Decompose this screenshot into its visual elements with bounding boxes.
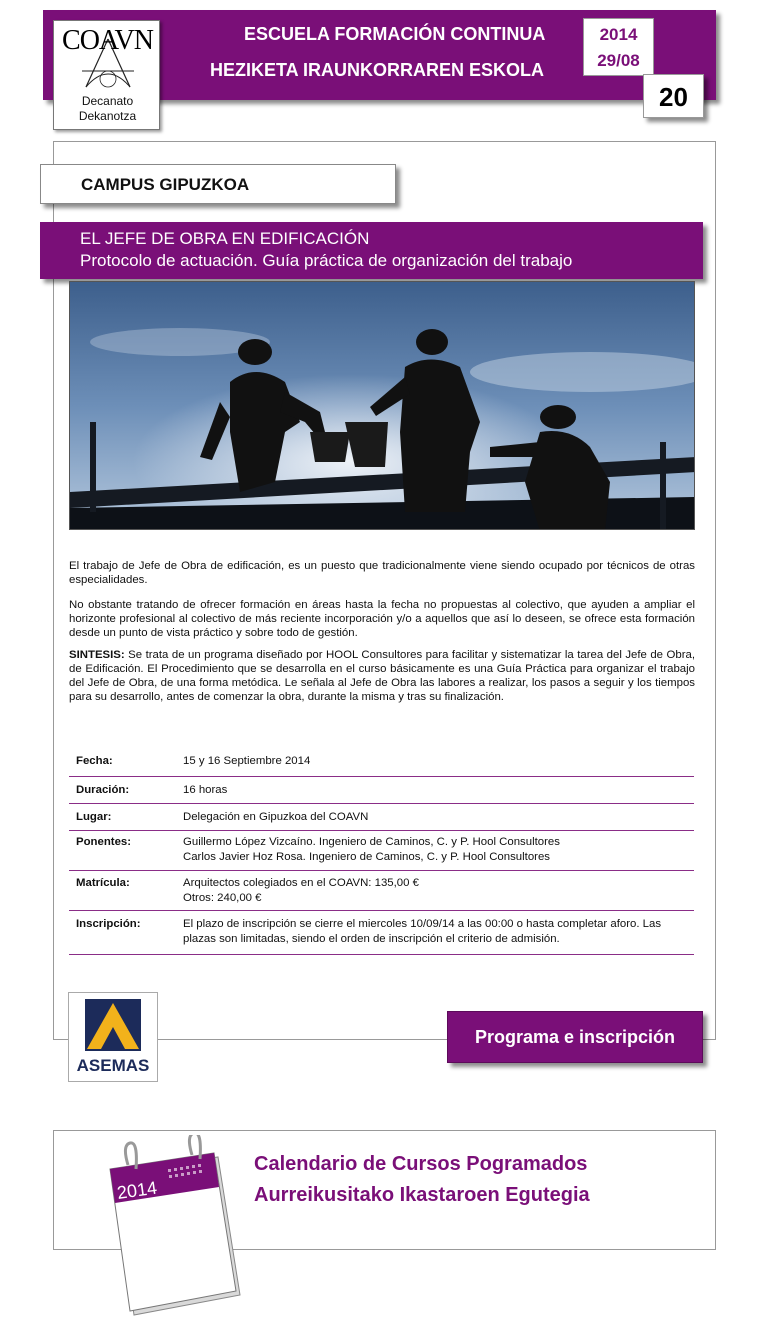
- issue-year: 2014: [599, 25, 638, 44]
- inscripcion-label: Inscripción:: [76, 918, 141, 930]
- school-title-es: ESCUELA FORMACIÓN CONTINUA: [244, 24, 546, 44]
- matricula-value: [177, 876, 694, 910]
- course-info-table: [69, 748, 694, 955]
- course-title: EL JEFE DE OBRA EN EDIFICACIÓN: [80, 229, 370, 248]
- lugar-value: Delegación en Gipuzkoa del COAVN: [183, 811, 369, 823]
- course-subtitle: Protocolo de actuación. Guía práctica de organización del trabajo: [80, 251, 573, 270]
- asemas-emblem-icon: [69, 997, 157, 1057]
- calendar-title-es: Calendario de Cursos Pogramados: [254, 1153, 588, 1175]
- asemas-name: ASEMAS: [76, 1056, 150, 1075]
- logo-subtitle: [54, 94, 161, 124]
- info-row-fecha: [69, 748, 694, 777]
- ponentes-value: [177, 835, 694, 870]
- program-registration-button[interactable]: Programa e inscripción: [447, 1011, 703, 1063]
- info-row-inscripcion: [69, 911, 694, 955]
- school-title-eu: HEZIKETA IRAUNKORRAREN ESKOLA: [210, 60, 545, 80]
- info-row-ponentes: [69, 831, 694, 871]
- issue-day: 29/08: [597, 51, 640, 70]
- fecha-label: Fecha:: [76, 755, 113, 767]
- info-row-matricula: [69, 871, 694, 911]
- fecha-value: 15 y 16 Septiembre 2014: [183, 755, 311, 767]
- ponente-2: Carlos Javier Hoz Rosa. Ingeniero de Caminos, C. y P. Hool Consultores: [183, 851, 550, 863]
- lugar-label: Lugar:: [76, 811, 112, 823]
- info-row-lugar: [69, 804, 694, 831]
- calendar-year: 2014: [115, 1177, 159, 1203]
- calendar-title-eu: Aurreikusitako Ikastaroen Egutegia: [254, 1184, 590, 1206]
- synthesis-text: Se trata de un programa diseñado por HOOL Consultores para facilitar y sistematizar la tarea del Jefe de Obra, de Edificación. El Procedimiento que se desarrolla en el curso básicamente es una Guía Práctica para organizar el trabajo del Jefe de Obra, de una forma metódica. Le señala al Jefe de Obra las labores a realizar, los pasos a seguir y los tiempos para su desarrollo, antes de comenzar la obra, durante la misma y tras su finalización.: [69, 649, 695, 703]
- issue-number: 20: [643, 74, 704, 118]
- logo-sub-es: Decanato: [81, 94, 134, 108]
- duracion-value: 16 horas: [183, 784, 228, 796]
- campus-label: CAMPUS GIPUZKOA: [81, 175, 250, 194]
- asemas-logo[interactable]: [68, 992, 158, 1082]
- coavn-logo[interactable]: [53, 20, 160, 130]
- inscripcion-value: El plazo de inscripción se cierre el miercoles 10/09/14 a las 00:00 o hasta completar aforo. Las plazas son limitadas, siendo el orden de inscripción el criterio de admisión.: [183, 918, 662, 945]
- intro-paragraph: El trabajo de Jefe de Obra de edificación, es un puesto que tradicionalmente viene siendo ocupado por técnicos de otras especialidades.: [69, 560, 695, 586]
- matricula-otros: Otros: 240,00 €: [183, 892, 262, 904]
- synthesis-label: SINTESIS:: [69, 649, 125, 661]
- offer-paragraph: No obstante tratando de ofrecer formación en áreas hasta la fecha no propuestas al colectivo, que ayuden a ampliar el horizonte profesional al colectivo de más reciente incorporación y/o a aquellos que así lo deseen, se ofrece esta formación desde un punto de vista práctico y sobre todo de gestión.: [69, 599, 695, 639]
- logo-sub-eu: Dekanotza: [78, 109, 137, 123]
- workers-photo: [69, 281, 695, 530]
- course-band: [40, 222, 703, 279]
- ponente-1: Guillermo López Vizcaíno. Ingeniero de Caminos, C. y P. Hool Consultores: [183, 836, 560, 848]
- matricula-colegiados: Arquitectos colegiados en el COAVN: 135,00 €: [183, 877, 419, 889]
- issue-date: [583, 18, 654, 76]
- duracion-label: Duración:: [76, 784, 130, 796]
- calendar-icon: [100, 1135, 250, 1320]
- construction-workers-image: [70, 282, 695, 530]
- logo-text: COAVN: [62, 25, 153, 56]
- ponentes-label: Ponentes:: [76, 836, 132, 848]
- matricula-label: Matrícula:: [76, 877, 130, 889]
- campus-box: [40, 164, 396, 204]
- info-row-duracion: [69, 777, 694, 804]
- synthesis-paragraph: [69, 648, 695, 704]
